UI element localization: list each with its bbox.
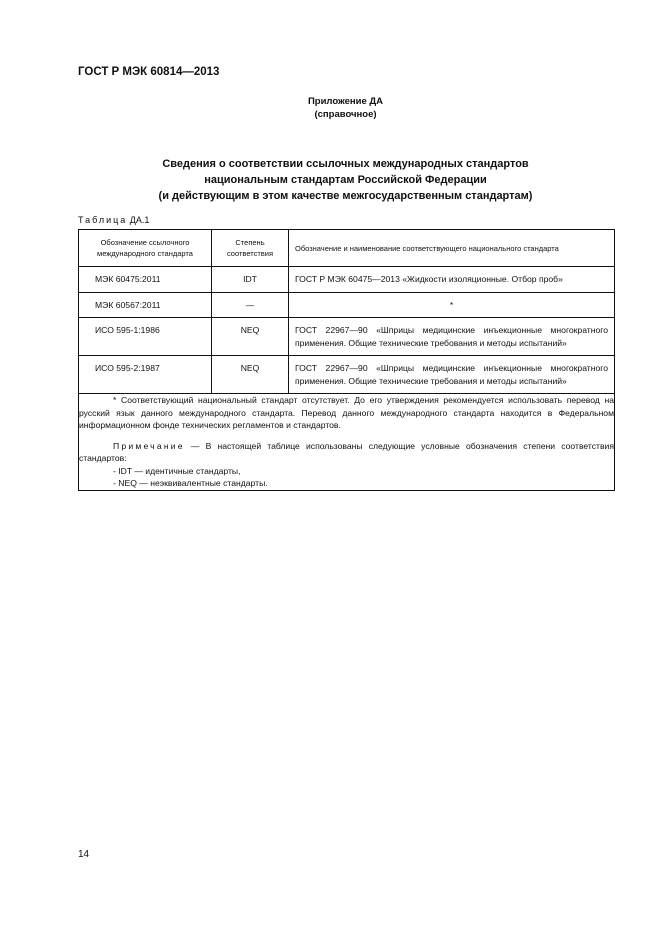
cell-reference bbox=[79, 292, 212, 318]
table-row bbox=[79, 318, 615, 356]
reference-standard: МЭК 60475:2011 bbox=[95, 274, 161, 284]
table-caption bbox=[78, 215, 149, 225]
table-header-row bbox=[79, 230, 615, 267]
compliance-degree: IDT bbox=[243, 274, 257, 284]
page-number: 14 bbox=[78, 849, 90, 860]
table-caption-number: ДА.1 bbox=[127, 215, 150, 225]
compliance-degree: — bbox=[245, 299, 255, 310]
national-standard: ГОСТ 22967—90 «Шприцы медицинские инъекционные многократного применения. Общие технические требования и методы испытаний» bbox=[295, 363, 608, 386]
note-item-idt: - IDT — идентичные стандарты, bbox=[113, 465, 241, 476]
annex-heading bbox=[78, 95, 613, 121]
cell-reference bbox=[79, 267, 212, 293]
table-row bbox=[79, 356, 615, 394]
header-compliance-degree bbox=[212, 230, 289, 267]
table-footer-row bbox=[79, 394, 615, 491]
cell-degree bbox=[212, 267, 289, 293]
cell-national bbox=[289, 267, 615, 293]
header-reference-standard bbox=[79, 230, 212, 267]
header-col2-line2: соответствия bbox=[226, 249, 274, 258]
header-col1-line2: международного стандарта bbox=[97, 249, 193, 258]
cell-national bbox=[289, 356, 615, 394]
compliance-degree: NEQ bbox=[240, 363, 260, 373]
header-col1-line1: Обозначение ссылочного bbox=[100, 238, 190, 247]
national-standard: ГОСТ 22967—90 «Шприцы медицинские инъекционные многократного применения. Общие технические требования и методы испытаний» bbox=[295, 325, 608, 348]
compliance-degree: NEQ bbox=[240, 325, 260, 335]
header-national-standard: Обозначение и наименование соответствующего национального стандарта bbox=[289, 230, 615, 267]
cell-degree bbox=[212, 292, 289, 318]
cell-reference bbox=[79, 356, 212, 394]
section-title-line-3: (и действующим в этом качестве межгосударственным стандартам) bbox=[158, 190, 533, 202]
standards-table bbox=[78, 229, 615, 491]
annex-title: Приложение ДА bbox=[307, 96, 384, 107]
cell-degree bbox=[212, 318, 289, 356]
annex-subtitle: (справочное) bbox=[314, 109, 377, 120]
document-code: ГОСТ Р МЭК 60814—2013 bbox=[78, 66, 220, 78]
header-col2-line1: Степень bbox=[235, 238, 265, 247]
section-title bbox=[78, 156, 613, 204]
note-item-neq: - NEQ — неэквивалентные стандарты. bbox=[113, 478, 268, 488]
reference-standard: МЭК 60567:2011 bbox=[95, 299, 161, 310]
note-label: Примечание bbox=[113, 440, 185, 451]
cell-national bbox=[289, 318, 615, 356]
reference-standard: ИСО 595-2:1987 bbox=[95, 363, 160, 373]
national-standard: ГОСТ Р МЭК 60475—2013 «Жидкости изоляционные. Отбор проб» bbox=[295, 274, 563, 284]
cell-national bbox=[289, 292, 615, 318]
reference-standard: ИСО 595-1:1986 bbox=[95, 325, 160, 335]
section-title-line-2: национальным стандартам Российской Федерации bbox=[204, 174, 487, 186]
cell-reference bbox=[79, 318, 212, 356]
note-text: — В настоящей таблице использованы следующие условные обозначения степени соответствия стандартов: bbox=[79, 440, 614, 463]
table-note bbox=[79, 440, 614, 465]
cell-degree bbox=[212, 356, 289, 394]
table-caption-word: Таблица bbox=[78, 215, 128, 225]
table-row bbox=[79, 292, 615, 318]
national-standard: * bbox=[449, 299, 454, 310]
table-footer bbox=[79, 394, 615, 491]
section-title-line-1: Сведения о соответствии ссылочных международных стандартов bbox=[162, 158, 529, 170]
table-row bbox=[79, 267, 615, 293]
table-footnote: * Соответствующий национальный стандарт отсутствует. До его утверждения рекомендуется использовать перевод на русский язык данного международного стандарта. Перевод данного международного стандарта находится в Федеральном информационном фонде технических регламентов и стандартов. bbox=[79, 395, 614, 430]
